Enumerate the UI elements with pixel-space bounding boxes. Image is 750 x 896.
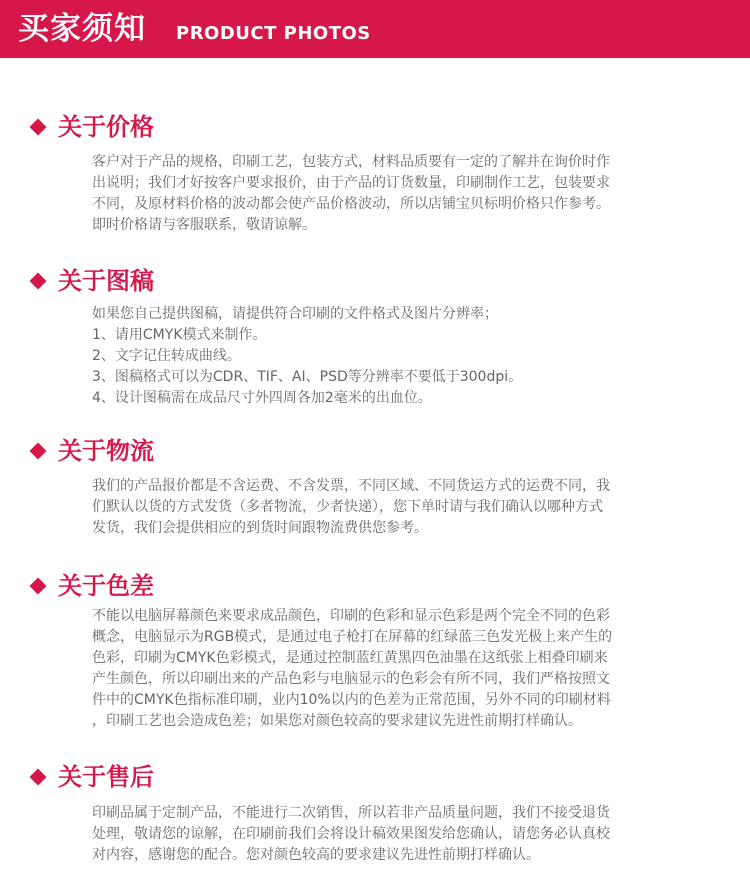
section-body: 如果您自己提供图稿，请提供符合印刷的文件格式及图片分辨率； 1、请用CMYK模式来制作。 2、文字记住转成曲线。 3、图稿格式可以为CDR、TIF、AI、PSD等分辨率不要低于300dpi。 4、设计图稿需在成品尺寸外四周各加2毫米的出血位。 <box>92 306 523 406</box>
section-title: 关于售后 <box>58 763 154 791</box>
diamond-bullet-icon <box>30 273 47 290</box>
section-body: 我们的产品报价都是不含运费、不含发票，不同区域、不同货运方式的运费不同，我 们默认以货的方式发货（多者物流，少者快递），您下单时请与我们确认以哪种方式 发货，我们会提供相应的到货时间跟物流费供您参考。 <box>92 478 610 536</box>
banner-title: 买家须知 <box>18 11 146 47</box>
section-heading <box>28 434 154 468</box>
section-body: 印刷品属于定制产品，不能进行二次销售，所以若非产品质量问题，我们不接受退货 处理，敬请您的谅解，在印刷前我们会将设计稿效果图发给您确认，请您务必认真校 对内容，感谢您的配合。您对颜色较高的要求建议先进性前期打样确认。 <box>92 805 610 863</box>
section-body: 不能以电脑屏幕颜色来要求成品颜色，印刷的色彩和显示色彩是两个完全不同的色彩 概念，电脑显示为RGB模式，是通过电子枪打在屏幕的红绿蓝三色发光极上来产生的 色彩，印刷为CMYK色彩模式，是通过控制蓝红黄黑四色油墨在这纸张上相叠印刷来 产生颜色，所以印刷出来的产品色彩与电脑显示的色彩会有所不同，我们严格按照文 件中的CMYK色指标准印刷，业内10%以内的色差为正常范围，另外不同的印刷材料 ，印刷工艺也会造成色差；如果您对颜色较高的要求建议先进性前期打样确认。 <box>92 608 613 729</box>
section-title: 关于价格 <box>58 113 154 141</box>
section-title: 关于色差 <box>58 572 154 600</box>
diamond-bullet-icon <box>30 769 47 786</box>
section-heading <box>28 760 154 794</box>
diamond-bullet-icon <box>30 119 47 136</box>
section-heading <box>28 264 154 298</box>
section-title: 关于物流 <box>58 437 154 465</box>
section-body: 客户对于产品的规格，印刷工艺，包装方式，材料品质要有一定的了解并在询价时作 出说明；我们才好按客户要求报价，由于产品的订货数量，印刷制作工艺，包装要求 不同，及原材料价格的波动都会使产品价格波动，所以店铺宝贝标明价格只作参考。 即时价格请与客服联系，敬请谅解。 <box>92 154 610 233</box>
header-banner <box>0 0 750 58</box>
section-title: 关于图稿 <box>58 267 154 295</box>
diamond-bullet-icon <box>30 578 47 595</box>
section-heading <box>28 110 154 144</box>
diamond-bullet-icon <box>30 443 47 460</box>
banner-subtitle: PRODUCT PHOTOS <box>176 23 371 44</box>
section-heading <box>28 569 154 603</box>
